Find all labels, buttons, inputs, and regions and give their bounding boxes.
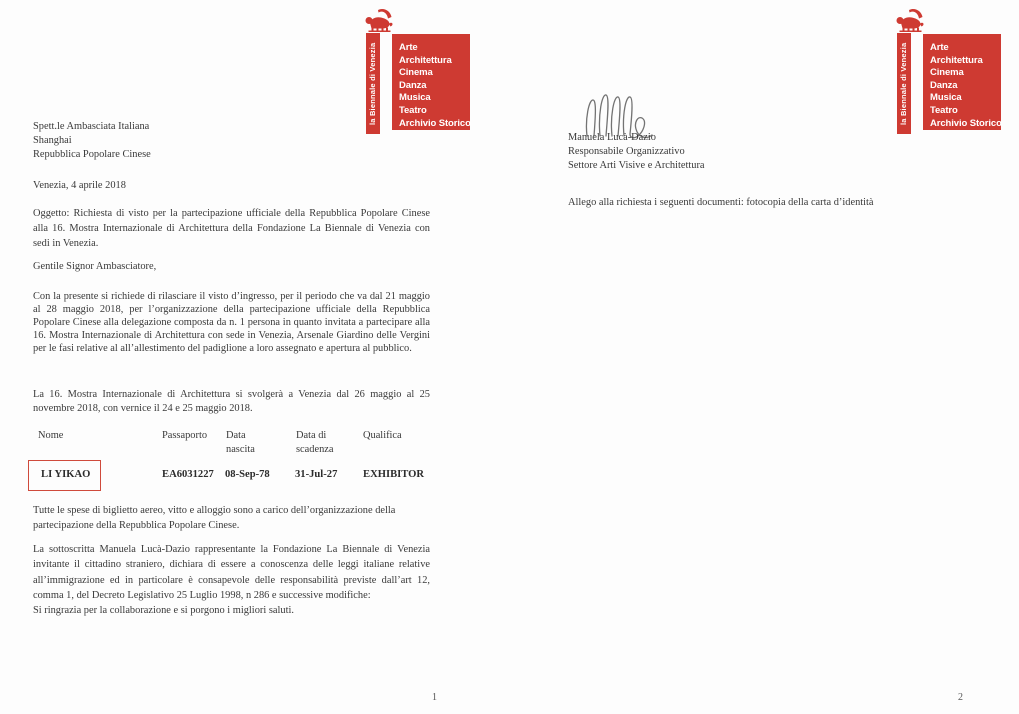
signer-block (568, 131, 705, 173)
table-cell-nome: LI YIKAO (41, 469, 91, 480)
signer-name: Manuela Lucà-Dazio (568, 132, 656, 143)
sector-label: Teatro (399, 104, 427, 116)
signer-title: Responsabile Organizzativo (568, 146, 685, 157)
recipient-line: Shanghai (33, 135, 72, 146)
biennale-vertical-bar (897, 33, 911, 134)
recipient-line: Repubblica Popolare Cinese (33, 149, 151, 160)
body-paragraph-3: Tutte le spese di biglietto aereo, vitto e alloggio sono a carico dell’organizzazione della partecipazione della Repubblica Popolare Cinese. (33, 505, 396, 531)
sector-label: Archivio Storico (399, 117, 471, 129)
sector-label: Danza (399, 79, 427, 91)
table-header-nome: Nome (38, 430, 64, 441)
sector-label: Arte (399, 42, 418, 53)
biennale-sectors-block (923, 34, 1001, 130)
sector-label: Danza (930, 79, 958, 91)
biennale-vertical-label: la Biennale di Venezia (368, 42, 377, 125)
table-header-data-nascita: Data nascita (226, 430, 255, 455)
sector-label: Cinema (399, 67, 433, 79)
sector-label: Teatro (930, 104, 958, 116)
biennale-logo (895, 8, 1003, 136)
signer-department: Settore Arti Visive e Architettura (568, 160, 705, 171)
salutation: Gentile Signor Ambasciatore, (33, 261, 157, 272)
sector-label: Musica (930, 92, 962, 104)
body-paragraph-4: La sottoscritta Manuela Lucà-Dazio rappresentante la Fondazione La Biennale di Venezia invitante il cittadino straniero, dichiara di essere a conoscenza delle leggi italiane relative all’immigrazione ed in particolare è consapevole delle responsabilità previste dall’art 12, comma 1, del Decreto Legislativo 25 Luglio 1998, n 286 e successive modifiche: (33, 544, 430, 601)
sector-label: Arte (930, 42, 949, 53)
sector-label: Archivio Storico (930, 117, 1002, 129)
table-header-passaporto: Passaporto (162, 430, 208, 441)
table-cell-passaporto: EA6031227 (162, 469, 214, 480)
table-cell-data-nascita: 08-Sep-78 (225, 469, 270, 480)
biennale-lion-icon (895, 8, 925, 32)
table-header-data-scadenza: Data di scadenza (296, 430, 334, 455)
sector-label: Cinema (930, 67, 964, 79)
page-number-1: 1 (432, 692, 437, 703)
table-cell-qualifica: EXHIBITOR (363, 469, 425, 480)
sector-label: Architettura (399, 54, 452, 66)
sector-label: Architettura (930, 54, 983, 66)
subject-paragraph: Oggetto: Richiesta di visto per la partecipazione ufficiale della Repubblica Popolare Cinese alla 16. Mostra Internazionale di Architettura della Fondazione La Biennale di Venezia con sedi in Venezia. (33, 208, 430, 249)
body-paragraph-2: La 16. Mostra Internazionale di Architettura si svolgerà a Venezia dal 26 maggio al 25 novembre 2018, con vernice il 24 e 25 maggio 2018. (33, 389, 430, 414)
biennale-vertical-label: la Biennale di Venezia (899, 42, 908, 125)
dateline: Venezia, 4 aprile 2018 (33, 180, 126, 191)
recipient-line: Spett.le Ambasciata Italiana (33, 121, 150, 132)
attachment-line: Allego alla richiesta i seguenti documenti: fotocopia della carta d’identità (568, 197, 874, 208)
closing-line: Si ringrazia per la collaborazione e si porgono i migliori saluti. (33, 605, 294, 617)
table-cell-data-scadenza: 31-Jul-27 (295, 469, 338, 480)
table-header-qualifica: Qualifica (363, 430, 402, 441)
sector-label: Musica (399, 92, 431, 104)
page-number-2: 2 (958, 692, 963, 703)
body-paragraph-1: Con la presente si richiede di rilasciare il visto d’ingresso, per il periodo che va dal 21 maggio al 28 maggio 2018, per l’organizzazione della partecipazione ufficiale della Repubblica Popolare Cinese alla delegazione composta da n. 1 persona in quanto invitata a partecipare alla 16. Mostra Internazionale di Architettura con sede in Venezia, Arsenale Giardino delle Vergini per le fasi relative al all’allestimento del padiglione a loro assegnato e apertura al pubblico. (33, 291, 430, 354)
